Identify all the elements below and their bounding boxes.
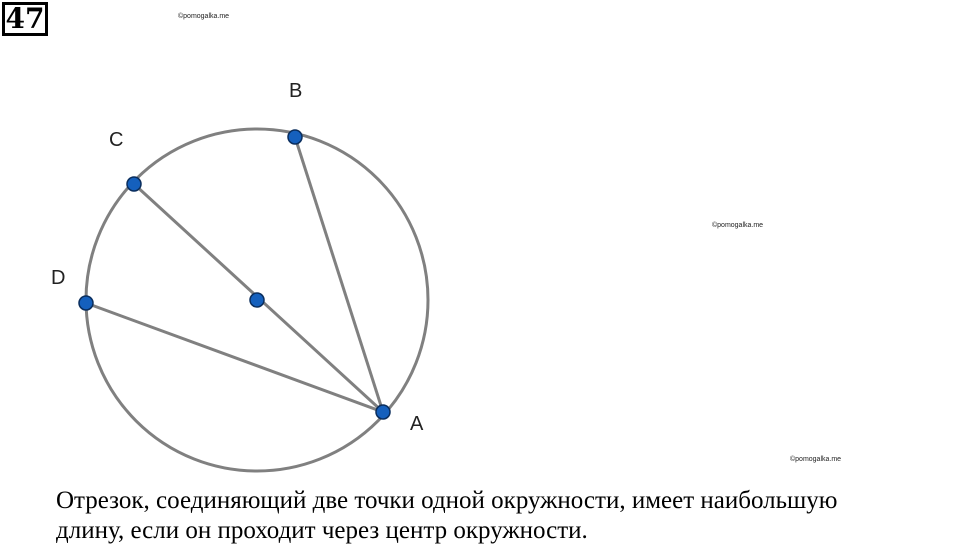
point-a — [376, 405, 390, 419]
watermark: ©pomogalka.me — [790, 456, 842, 463]
watermark: ©pomogalka.me — [712, 222, 764, 229]
point-c — [127, 177, 141, 191]
problem-number: 47 — [2, 2, 48, 36]
label-d: D — [51, 267, 66, 289]
point-b — [288, 130, 302, 144]
label-c: C — [109, 129, 124, 151]
center-point — [250, 293, 264, 307]
caption — [56, 486, 960, 546]
watermark: ©pomogalka.me — [178, 13, 230, 20]
chord-ad — [86, 303, 383, 412]
label-a: A — [410, 413, 424, 435]
point-d — [79, 296, 93, 310]
caption-line-2: длину, если он проходит через центр окружности. — [56, 517, 588, 544]
label-b: B — [289, 80, 303, 102]
caption-line-1: Отрезок, соединяющий две точки одной окружности, имеет наибольшую — [56, 487, 838, 514]
